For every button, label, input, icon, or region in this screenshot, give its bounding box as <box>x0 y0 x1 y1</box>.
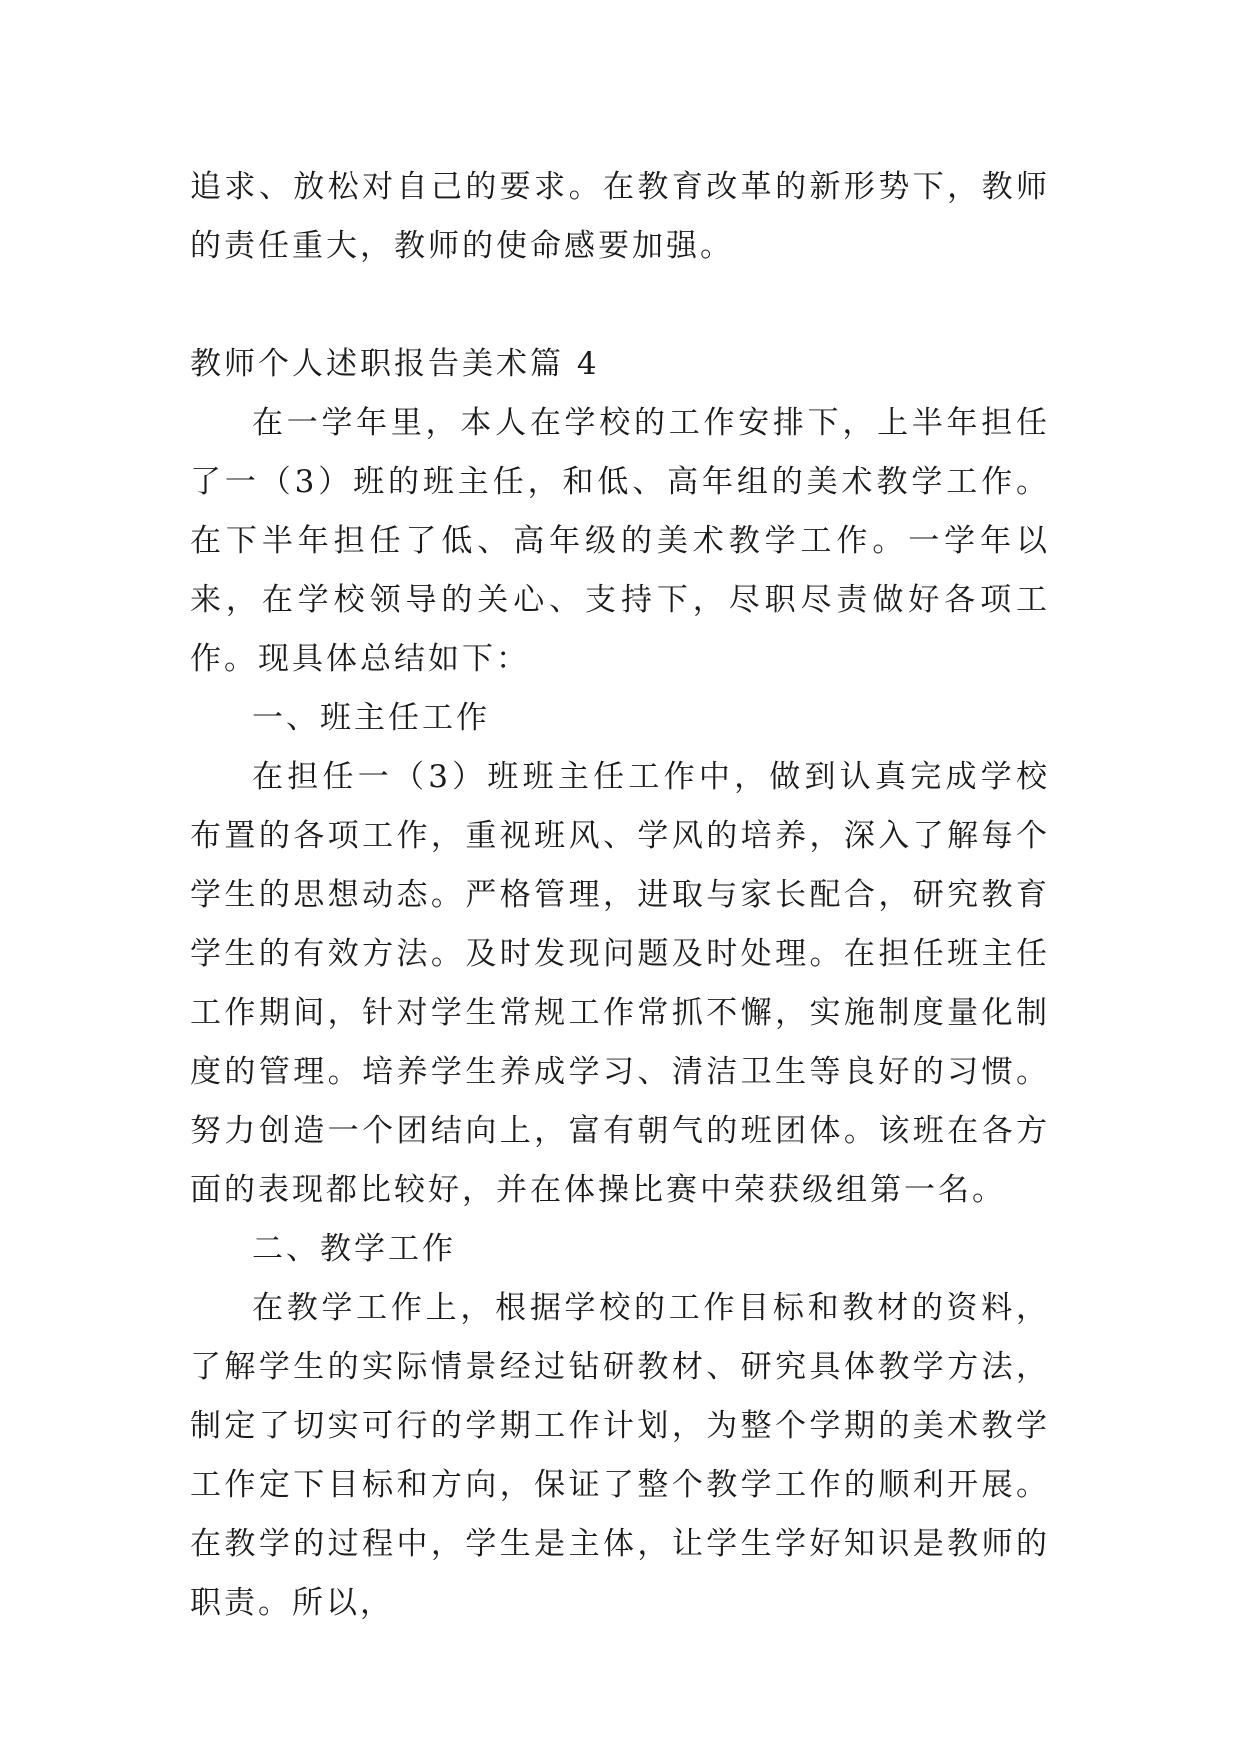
continuation-paragraph: 追求、放松对自己的要求。在教育改革的新形势下，教师的责任重大，教师的使命感要加强。 <box>190 169 1050 264</box>
section-body-teaching: 在教学工作上，根据学校的工作目标和教材的资料，了解学生的实际情景经过钻研教材、研究具体教学方法，制定了切实可行的学期工作计划，为整个学期的美术教学工作定下目标和方向，保证了整个教学工作的顺利开展。在教学的过程中，学生是主体，让学生学好知识是教师的职责。所以， <box>190 1290 1050 1621</box>
section-body-class-teacher: 在担任一（3）班班主任工作中，做到认真完成学校布置的各项工作，重视班风、学风的培养，深入了解每个学生的思想动态。严格管理，进取与家长配合，研究教育学生的有效方法。及时发现问题及时处理。在担任班主任工作期间，针对学生常规工作常抓不懈，实施制度量化制度的管理。培养学生养成学习、清洁卫生等良好的习惯。努力创造一个团结向上，富有朝气的班团体。该班在各方面的表现都比较好，并在体操比赛中荣获级组第一名。 <box>190 759 1050 1208</box>
section-heading-teaching: 二、教学工作 <box>252 1231 456 1267</box>
report-title: 教师个人述职报告美术篇 4 <box>190 346 600 382</box>
section-heading-class-teacher: 一、班主任工作 <box>252 700 490 736</box>
document-body <box>190 158 1050 1633</box>
intro-paragraph: 在一学年里，本人在学校的工作安排下，上半年担任了一（3）班的班主任，和低、高年组的美术教学工作。在下半年担任了低、高年级的美术教学工作。一学年以来，在学校领导的关心、支持下，尽职尽责做好各项工作。现具体总结如下： <box>190 405 1050 677</box>
